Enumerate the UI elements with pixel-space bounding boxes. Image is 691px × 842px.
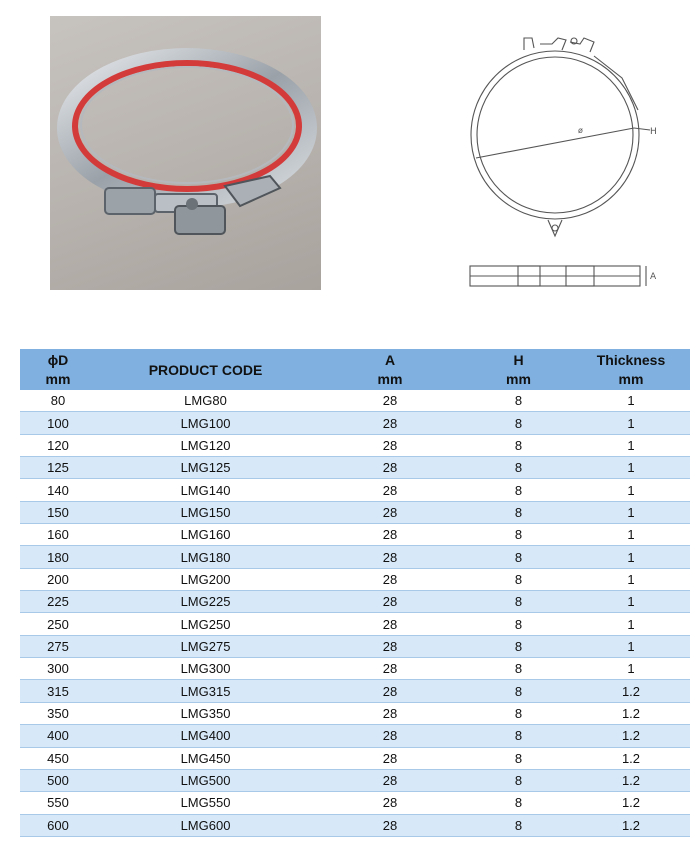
inner-edge-shape [81,67,293,183]
cell-diameter: 100 [20,412,96,434]
header-h-unit: mm [506,371,531,387]
header-h-label: H [513,352,524,368]
cell-diameter: 600 [20,814,96,836]
cell-a: 28 [315,591,465,613]
table-row [20,479,690,501]
header-a-unit: mm [377,371,403,387]
cell-thickness: 1 [572,501,690,523]
cell-product-code: LMG500 [96,769,315,791]
table-row [20,680,690,702]
header-thickness-unit: mm [618,371,644,387]
technical-drawing [462,30,672,295]
cell-product-code: LMG300 [96,658,315,680]
cell-h: 8 [465,702,572,724]
table-row [20,725,690,747]
cell-thickness: 1.2 [572,792,690,814]
table-row [20,457,690,479]
cell-thickness: 1.2 [572,725,690,747]
ring-outer-line [471,51,639,219]
header-a [315,349,465,390]
cell-diameter: 120 [20,434,96,456]
table-row [20,524,690,546]
cell-diameter: 140 [20,479,96,501]
cell-diameter: 500 [20,769,96,791]
cell-thickness: 1 [572,524,690,546]
header-h [465,349,572,390]
cell-a: 28 [315,725,465,747]
cell-thickness: 1 [572,635,690,657]
cell-a: 28 [315,501,465,523]
cell-diameter: 315 [20,680,96,702]
cell-diameter: 180 [20,546,96,568]
cell-a: 28 [315,479,465,501]
cell-thickness: 1 [572,412,690,434]
cell-thickness: 1 [572,658,690,680]
cell-thickness: 1 [572,390,690,412]
cell-diameter: 125 [20,457,96,479]
cell-a: 28 [315,613,465,635]
cell-diameter: 80 [20,390,96,412]
product-spec-table [20,349,690,837]
header-thickness [572,349,690,390]
h-dimension-line [634,128,650,130]
product-photo [50,16,321,290]
cell-h: 8 [465,457,572,479]
cell-product-code: LMG225 [96,591,315,613]
latch-outline [524,38,638,110]
header-diameter-label: ϕD [47,352,69,368]
cell-h: 8 [465,792,572,814]
cell-a: 28 [315,747,465,769]
cell-a: 28 [315,680,465,702]
ring-inner-line [477,57,633,213]
cell-h: 8 [465,747,572,769]
header-product-code [96,349,315,390]
cell-a: 28 [315,457,465,479]
h-dimension-label: H [650,127,657,137]
cell-h: 8 [465,613,572,635]
table-header-row [20,349,690,390]
cell-diameter: 160 [20,524,96,546]
gasket-shape [75,63,299,189]
cell-diameter: 200 [20,568,96,590]
cell-product-code: LMG120 [96,434,315,456]
cell-thickness: 1 [572,546,690,568]
cell-product-code: LMG275 [96,635,315,657]
header-a-label: A [384,352,396,368]
cell-h: 8 [465,591,572,613]
header-product-code-label: PRODUCT CODE [148,361,263,378]
cell-a: 28 [315,546,465,568]
cell-thickness: 1.2 [572,769,690,791]
table-row [20,792,690,814]
cell-product-code: LMG350 [96,702,315,724]
cell-thickness: 1 [572,479,690,501]
cell-h: 8 [465,680,572,702]
cell-h: 8 [465,390,572,412]
cell-a: 28 [315,769,465,791]
table-row [20,568,690,590]
cell-thickness: 1 [572,613,690,635]
cell-h: 8 [465,725,572,747]
cell-h: 8 [465,635,572,657]
cell-diameter: 550 [20,792,96,814]
cell-a: 28 [315,524,465,546]
cell-product-code: LMG550 [96,792,315,814]
table-row [20,769,690,791]
cell-diameter: 450 [20,747,96,769]
cell-product-code: LMG160 [96,524,315,546]
diameter-line [476,128,634,158]
cell-h: 8 [465,524,572,546]
table-row [20,658,690,680]
cell-product-code: LMG450 [96,747,315,769]
cell-a: 28 [315,792,465,814]
table-row [20,546,690,568]
cell-product-code: LMG125 [96,457,315,479]
table-row [20,702,690,724]
cell-thickness: 1.2 [572,702,690,724]
cell-thickness: 1 [572,568,690,590]
cell-thickness: 1 [572,434,690,456]
cell-product-code: LMG315 [96,680,315,702]
diameter-symbol-label: ø [578,126,583,135]
table-row [20,635,690,657]
bottom-tab-outline [548,220,562,236]
cell-diameter: 225 [20,591,96,613]
clamp-drawing-svg [462,30,672,295]
cell-h: 8 [465,434,572,456]
cell-diameter: 400 [20,725,96,747]
table-body [20,390,690,836]
cell-thickness: 1.2 [572,814,690,836]
table-row [20,390,690,412]
table-row [20,434,690,456]
table-row [20,747,690,769]
cell-product-code: LMG400 [96,725,315,747]
cell-product-code: LMG150 [96,501,315,523]
cell-diameter: 250 [20,613,96,635]
cell-a: 28 [315,390,465,412]
cell-diameter: 300 [20,658,96,680]
table-row [20,591,690,613]
cell-a: 28 [315,702,465,724]
table-row [20,814,690,836]
cell-a: 28 [315,568,465,590]
cell-product-code: LMG180 [96,546,315,568]
cell-a: 28 [315,658,465,680]
cell-thickness: 1.2 [572,747,690,769]
cell-thickness: 1 [572,457,690,479]
cell-h: 8 [465,412,572,434]
cell-product-code: LMG80 [96,390,315,412]
table-row [20,501,690,523]
cell-h: 8 [465,568,572,590]
cell-h: 8 [465,479,572,501]
bottom-tab-hole [552,225,558,231]
table-row [20,613,690,635]
cell-h: 8 [465,501,572,523]
cell-h: 8 [465,658,572,680]
cell-a: 28 [315,814,465,836]
header-diameter [20,349,96,390]
cell-a: 28 [315,434,465,456]
cell-a: 28 [315,412,465,434]
cell-a: 28 [315,635,465,657]
cell-diameter: 350 [20,702,96,724]
header-diameter-unit: mm [45,371,71,387]
cell-product-code: LMG140 [96,479,315,501]
cell-diameter: 150 [20,501,96,523]
cell-product-code: LMG200 [96,568,315,590]
cell-thickness: 1 [572,591,690,613]
cell-h: 8 [465,546,572,568]
cell-product-code: LMG600 [96,814,315,836]
table-row [20,412,690,434]
header-thickness-label: Thickness [596,352,666,368]
cell-product-code: LMG250 [96,613,315,635]
cell-diameter: 275 [20,635,96,657]
a-dimension-label: A [650,272,657,282]
clamp-photo-illustration [50,16,321,290]
cell-product-code: LMG100 [96,412,315,434]
cell-h: 8 [465,814,572,836]
cell-h: 8 [465,769,572,791]
cell-thickness: 1.2 [572,680,690,702]
